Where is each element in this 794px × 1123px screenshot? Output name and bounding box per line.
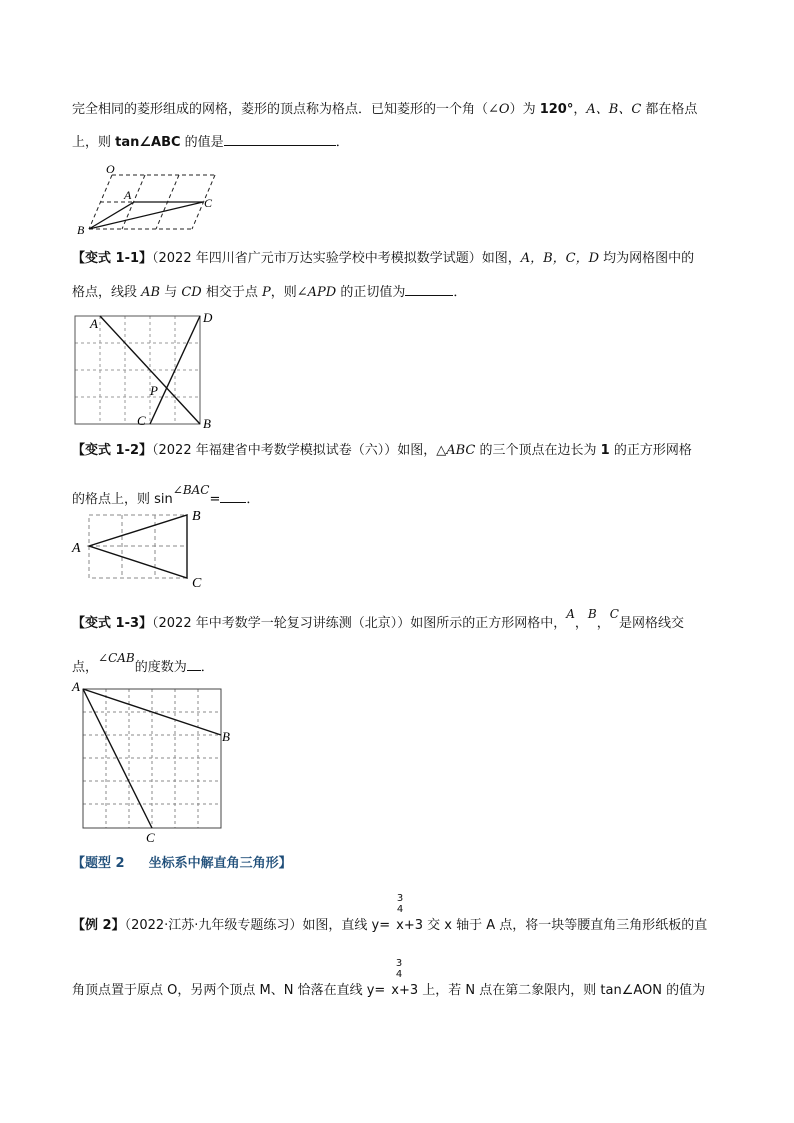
fraction-2 xyxy=(391,958,407,980)
fraction-numerator: 3 xyxy=(396,893,404,904)
angle-bac: ∠BAC xyxy=(172,483,210,497)
variant-text: （2022 年中考数学一轮复习讲练测（北京））如图所示的正方形网格中， xyxy=(152,616,567,631)
variant-text: 与 xyxy=(160,285,182,300)
intro-text: 上，则 xyxy=(72,135,116,150)
intro-text: ， xyxy=(573,102,587,117)
square-grid-figure-1-2 xyxy=(70,508,220,590)
tan-expression: tan∠ABC xyxy=(115,135,181,150)
intro-line-2 xyxy=(72,133,349,152)
example-2-line-1 xyxy=(72,917,707,935)
variant-1-2-line-1 xyxy=(72,442,692,460)
label-c: C xyxy=(204,196,213,210)
angle-cab: ∠CAB xyxy=(98,651,135,665)
label-b: B xyxy=(203,416,211,431)
intro-text: 的值是 xyxy=(180,135,224,150)
example-text: （2022·江苏·九年级专题练习）如图，直线 y= xyxy=(124,918,391,933)
fraction-1 xyxy=(392,893,408,915)
intro-line-1 xyxy=(72,101,697,119)
intro-text: 都在格点 xyxy=(641,102,698,117)
variant-text: 的格点上，则 sin xyxy=(72,492,173,507)
segment-cd: CD xyxy=(181,285,202,300)
fraction-denominator: 4 xyxy=(395,969,403,980)
label-a: A xyxy=(72,541,81,556)
intro-text: 完全相同的菱形组成的网格，菱形的顶点称为格点．已知菱形的一个角（ xyxy=(72,102,489,117)
label-c: C xyxy=(137,413,146,428)
label-a: A xyxy=(90,316,98,331)
variant-text: （2022 年福建省中考数学模拟试卷（六））如图， xyxy=(152,443,437,458)
variant-1-1-line-2 xyxy=(72,283,466,302)
triangle-abc: △ABC xyxy=(436,443,476,458)
square-grid-figure-1-3 xyxy=(70,678,240,846)
variant-text: 点， xyxy=(72,660,99,675)
variant-tag: 【变式 1-3】 xyxy=(72,616,153,631)
angle-value: 120° xyxy=(539,102,574,117)
variant-text: 格点，线段 xyxy=(72,285,142,300)
variant-1-1-line-1 xyxy=(72,250,694,268)
answer-blank[interactable] xyxy=(405,283,453,296)
variant-text: ，则 xyxy=(270,285,297,300)
variant-1-3-line-2 xyxy=(72,651,214,677)
angle-apd: ∠APD xyxy=(296,285,337,300)
answer-blank[interactable] xyxy=(224,133,336,146)
example-2-line-2 xyxy=(72,982,705,1000)
label-p: P xyxy=(150,383,158,398)
label-b: B xyxy=(77,223,85,237)
label-b: B xyxy=(222,729,230,744)
square-grid-figure-1-1 xyxy=(70,310,230,432)
variant-text: = xyxy=(209,492,221,507)
example-tag: 【例 2】 xyxy=(72,918,125,933)
label-c: C xyxy=(146,830,155,845)
fraction-denominator: 4 xyxy=(396,904,404,915)
variant-1-2-line-2 xyxy=(72,483,260,509)
variant-text: 均为网格图中的 xyxy=(599,251,695,266)
variant-text: 的三个顶点在边长为 xyxy=(475,443,601,458)
intro-text: ）为 xyxy=(509,102,540,117)
answer-blank[interactable] xyxy=(187,658,201,671)
variant-text: ． xyxy=(453,285,467,300)
heading-tag: 【题型 2 xyxy=(72,856,125,871)
variant-tag: 【变式 1-1】 xyxy=(72,251,153,266)
label-a: A xyxy=(72,679,80,694)
points: A，B，C，D xyxy=(520,251,600,266)
section-heading xyxy=(72,855,292,873)
point-p: P xyxy=(262,285,271,300)
heading-title: 坐标系中解直角三角形】 xyxy=(148,856,292,871)
variant-text: 相交于点 xyxy=(201,285,262,300)
variant-1-3-line-1 xyxy=(72,607,684,633)
intro-text: ． xyxy=(335,135,349,150)
variant-tag: 【变式 1-2】 xyxy=(72,443,153,458)
example-text: x+3 上，若 N 点在第二象限内，则 tan∠AON 的值为 xyxy=(391,983,706,998)
label-d: D xyxy=(203,310,213,325)
answer-blank[interactable] xyxy=(220,490,246,503)
fraction-numerator: 3 xyxy=(395,958,403,969)
variant-text: 的正切值为 xyxy=(336,285,406,300)
variant-text: 是网格线交 xyxy=(618,616,684,631)
rhombus-grid-figure xyxy=(72,160,232,240)
label-b: B xyxy=(192,509,201,524)
points: A、B、C xyxy=(586,102,642,117)
angle-o: ∠O xyxy=(488,102,510,117)
label-c: C xyxy=(192,576,202,590)
variant-text: 的度数为 xyxy=(134,660,187,675)
variant-text: ． xyxy=(246,492,260,507)
label-o: O xyxy=(106,162,115,176)
point-b: B xyxy=(587,607,597,621)
segment-ab: AB xyxy=(141,285,161,300)
example-text: x+3 交 x 轴于 A 点，将一块等腰直角三角形纸板的直 xyxy=(396,918,708,933)
point-c: C xyxy=(609,607,619,621)
example-text: 角顶点置于原点 O，另两个顶点 M、N 恰落在直线 y= xyxy=(72,983,386,998)
side-length: 1 xyxy=(600,443,610,458)
variant-text: （2022 年四川省广元市万达实验学校中考模拟数学试题）如图， xyxy=(152,251,521,266)
variant-text: 的正方形网格 xyxy=(609,443,692,458)
label-a: A xyxy=(124,188,132,202)
point-a: A xyxy=(566,607,575,621)
comma: ， xyxy=(596,616,610,631)
variant-text: ． xyxy=(200,660,214,675)
comma: ， xyxy=(574,616,588,631)
